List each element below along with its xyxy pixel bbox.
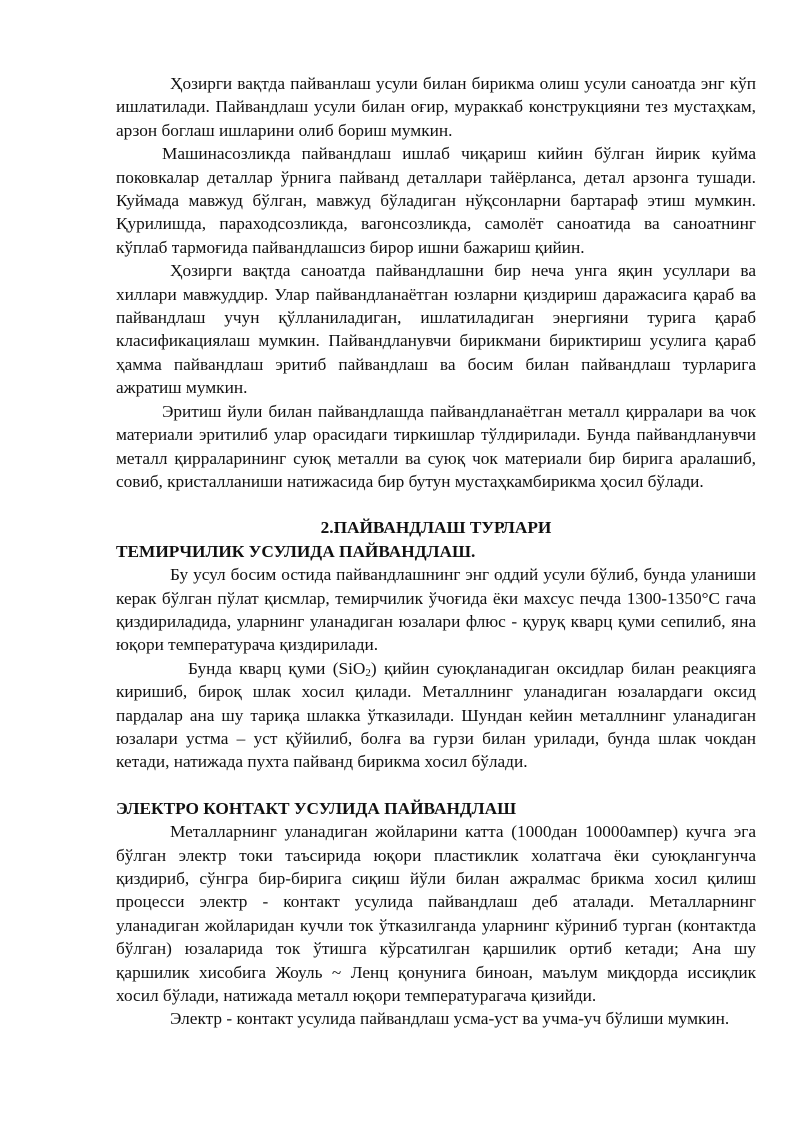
paragraph-contact-welding: Металларнинг уланадиган жойларини катта (1000дан 10000ампер) кучга эга бўлган электр токи таъсирида юқори пластиклик холатгача ёки суюқлангунча қиздириб, сўнгра бир-бирига сиқиш йўли билан ажралмас брикма хосил қилиш процесси электр - контакт усулида пайвандлаш деб аталади. Металларнинг уланадиган жойларидан кучли ток ўтказилганда уларнинг кўриниб турган (контактда бўлган) юзаларида ток ўтишга кўрсатилган қаршилик ортиб кетади; Ана шу қаршилик хисобига Жоуль ~ Ленц қонунига биноан, маълум миқдорда иссиқлик хосил бўлади, натижада металл юқори температурагача қизийди. bbox=[116, 822, 756, 1006]
subsection-heading-contact: ЭЛЕКТРО КОНТАКТ УСУЛИДА ПАЙВАНДЛАШ bbox=[116, 798, 517, 818]
paragraph-fusion-welding: Эритиш йули билан пайвандлашда пайвандланаётган металл қирралари ва чок материали эритилиб улар орасидаги тиркишлар тўлдирилади. Бунда пайвандланувчи металл қирраларининг суюқ металли ва суюқ чок материали бир бирига аралашиб, совиб, кристалланиши натижасида бир бутун мустаҳкамбирикма ҳосил бўлади. bbox=[116, 401, 756, 491]
subsection-heading-forge: ТЕМИРЧИЛИК УСУЛИДА ПАЙВАНДЛАШ. bbox=[116, 541, 476, 561]
paragraph-classification: Ҳозирги вақтда саноатда пайвандлашни бир неча унга яқин усуллари ва хиллари мавжуддир. Улар пайвандланаётган юзларни қиздириш даражасига қараб ва пайвандлаш учун қўлланиладиган, ишлатиладиган энергияни турига қараб класификациялаш мумкин. Пайвандланувчи бирикмани бириктириш усулига қараб ҳамма пайвандлаш эритиб пайвандлаш ва босим билан пайвандлаш турларига ажратиш мумкин. bbox=[116, 261, 756, 398]
text-span: ) қийин суюқланадиган оксидлар билан реакцияга киришиб, бироқ шлак хосил қилади. Металлнинг уланадиган юзалардаги оксид пардалар ана шу тариқа шлакка ўтказилади. Шундан кейин металлнинг уланадиган юзалари устма – уст қўйилиб, болға ва гурзи билан урилади, бунда шлак чокдан кетади, натижада пухта пайванд бирикма хосил бўлади. bbox=[116, 658, 756, 772]
text-span: Бунда кварц қуми (SiO bbox=[188, 658, 366, 678]
paragraph-intro: Ҳозирги вақтда пайванлаш усули билан бирикма олиш усули саноатда энг кўп ишлатилади. Пайвандлаш усули билан оғир, мураккаб конструкцияни тез мустаҳкам, арзон боглаш ишларини олиб бориш мумкин. bbox=[116, 74, 756, 140]
subscript: 2 bbox=[365, 666, 371, 679]
document-page bbox=[116, 72, 756, 1031]
paragraph-quartz-sand bbox=[116, 657, 756, 774]
paragraph-contact-types: Электр - контакт усулида пайвандлаш усма-уст ва учма-уч бўлиши мумкин. bbox=[170, 1009, 730, 1029]
section-heading: 2.ПАЙВАНДЛАШ ТУРЛАРИ bbox=[320, 518, 552, 538]
paragraph-machine-building: Машинасозликда пайвандлаш ишлаб чиқариш кийин бўлган йирик куйма поковкалар деталлар ўрнига пайванд деталлари тайёрланса, детал арзонга тушади. Куймада мавжуд бўлган, мавжуд бўладиган нўқсонларни бартараф этиш мумкин. Қурилишда, параходсозликда, вагонсозликда, самолёт саноатида ва саноатнинг кўплаб тармоғида пайвандлашсиз бирор ишни бажариш қийин. bbox=[116, 144, 756, 257]
paragraph-forge-welding: Бу усул босим остида пайвандлашнинг энг оддий усули бўлиб, бунда уланиши керак бўлган пўлат қисмлар, темирчилик ўчоғида ёки махсус печда 1300-1350°С гача қиздириладида, уларнинг уланадиган юзалари флюс - қуруқ кварц қуми сепилиб, яна юқори температурача қиздирилади. bbox=[116, 565, 756, 655]
